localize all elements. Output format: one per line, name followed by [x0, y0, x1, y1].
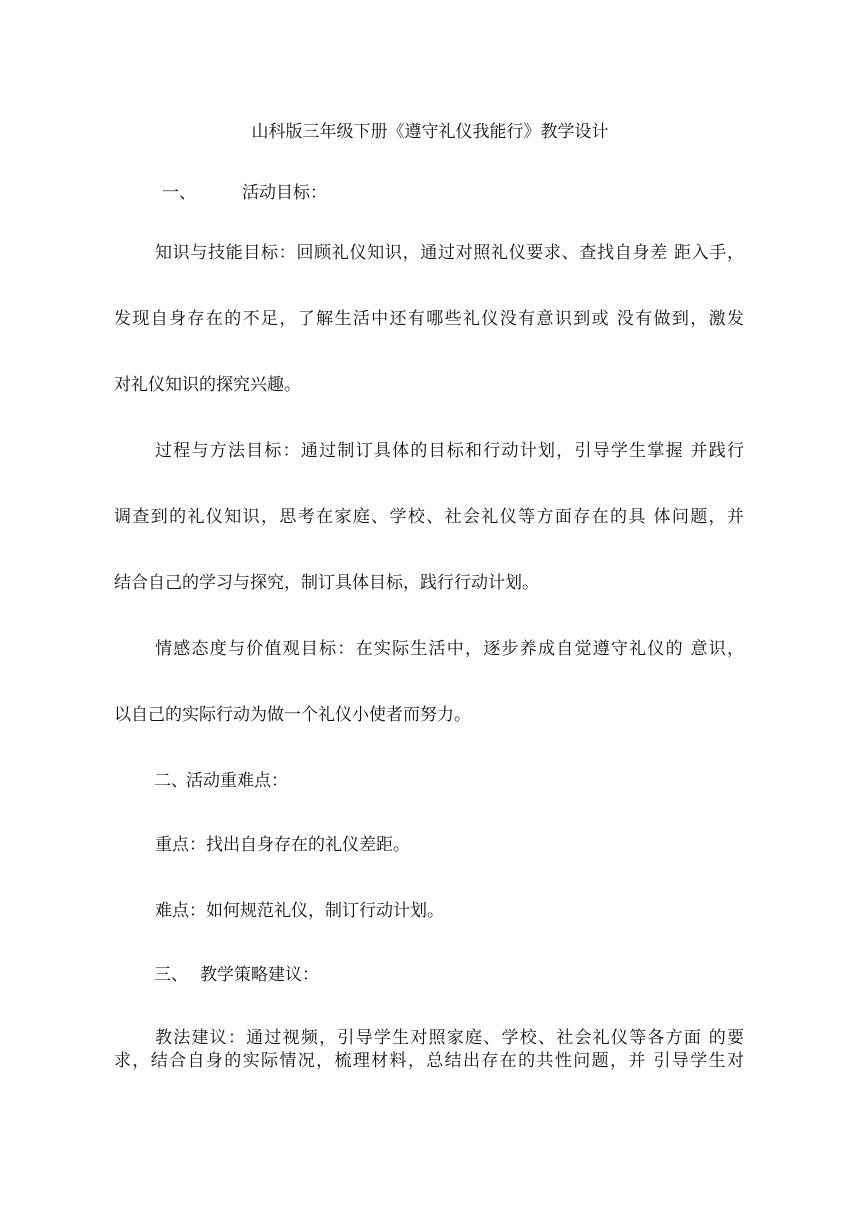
- section-heading: 教学策略建议：: [200, 965, 319, 985]
- section-heading: 活动目标：: [242, 183, 327, 203]
- paragraph-line: 求，结合自身的实际情况，梳理材料，总结出存在的共性问题，并 引导学生对: [114, 1051, 744, 1071]
- paragraph-line: 对礼仪知识的探究兴趣。: [114, 375, 301, 395]
- section-number: 二、: [154, 771, 188, 791]
- paragraph-line: 情感态度与价值观目标：在实际生活中，逐步养成自觉遵守礼仪的 意识，: [155, 639, 744, 659]
- paragraph-line: 结合自己的学习与探究，制订具体目标，践行行动计划。: [114, 573, 539, 593]
- paragraph-line: 知识与技能目标：回顾礼仪知识，通过对照礼仪要求、查找自身差 距入手，: [155, 243, 744, 263]
- paragraph-line: 教法建议：通过视频，引导学生对照家庭、学校、社会礼仪等各方面 的要: [155, 1028, 744, 1048]
- document-title: 山科版三年级下册《遵守礼仪我能行》教学设计: [251, 122, 609, 142]
- paragraph-line: 发现自身存在的不足，了解生活中还有哪些礼仪没有意识到或 没有做到，激发: [114, 309, 744, 329]
- paragraph-line: 过程与方法目标：通过制订具体的目标和行动计划，引导学生掌握 并践行: [155, 441, 744, 461]
- section-number: 三、: [154, 965, 188, 985]
- difficult-point: 难点：如何规范礼仪，制订行动计划。: [155, 901, 444, 921]
- paragraph-line: 以自己的实际行动为做一个礼仪小使者而努力。: [114, 705, 471, 725]
- section-number: 一、: [162, 183, 196, 203]
- paragraph-line: 调查到的礼仪知识，思考在家庭、学校、社会礼仪等方面存在的具 体问题，并: [114, 507, 744, 527]
- section-heading: 活动重难点：: [186, 771, 288, 791]
- key-point: 重点：找出自身存在的礼仪差距。: [155, 835, 410, 855]
